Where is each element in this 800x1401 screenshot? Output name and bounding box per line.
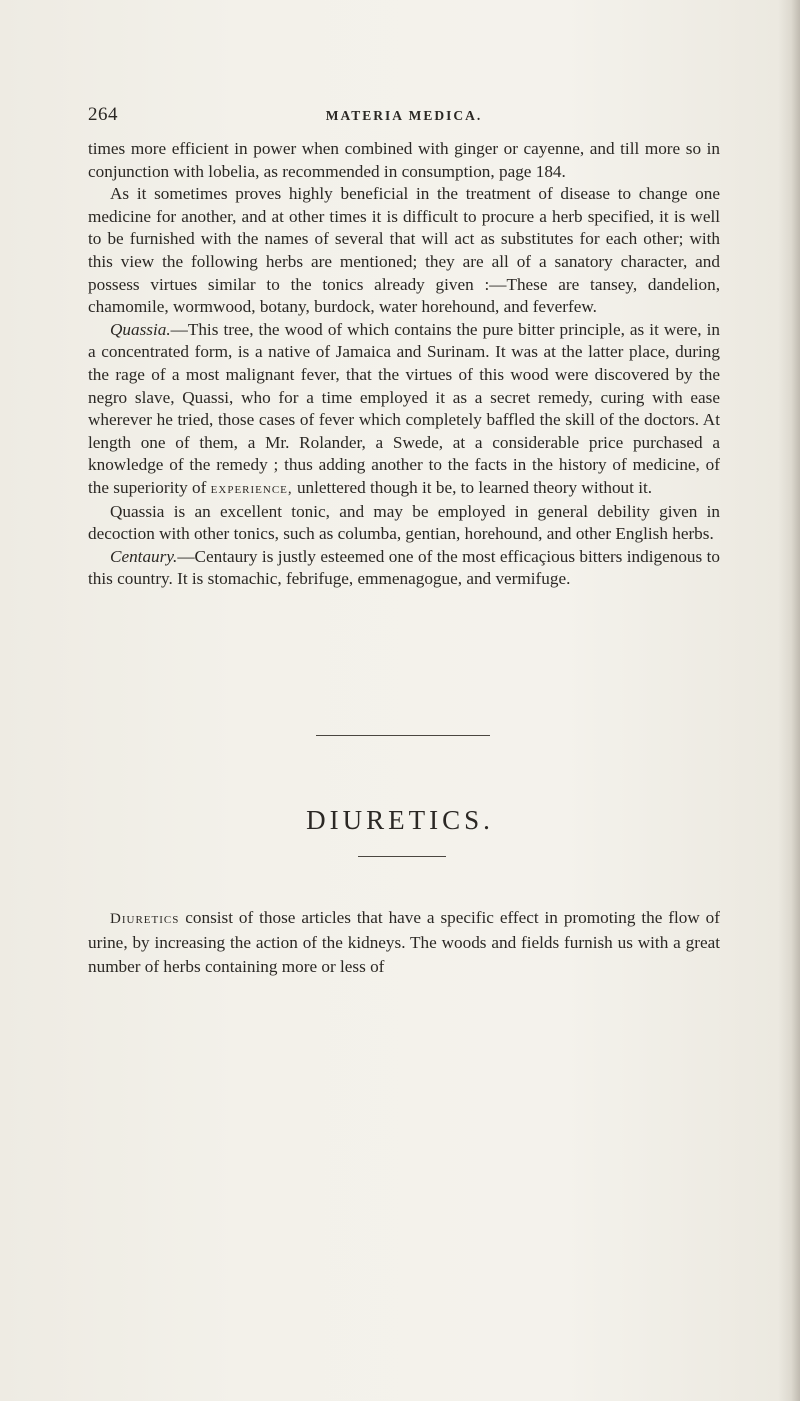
paragraph-centaury	[88, 546, 720, 591]
paragraph-substitutes: As it sometimes proves highly beneficial in the treatment of disease to change one medicine for another, and at other times it is difficult to procure a herb specified, it is well to be furnished with the names of several that will act as substitutes for each other; with this view the following herbs are mentioned; they are all of a sanatory character, and possess virtues similar to the tonics already given :—These are tansey, dandelion, chamomile, wormwood, botany, burdock, water horehound, and feverfew.	[88, 184, 720, 317]
quassia-text-a: —This tree, the wood of which contains the pure bitter principle, as it were, in a concentrated form, is a native of Jamaica and Surinam. It was at the latter place, during the rage of a most malignant fever, that the virtues of this wood were discovered by the negro slave, Quassi, who for a time employed it as a secret remedy, curing with ease wherever he tried, those cases of fever which completely baffled the skill of the doctors. At length one of them, a Mr. Rolander, a Swede, at a considerable price purchased a knowledge of the remedy ; thus adding another to the facts in the history of medicine, of the superiority of	[88, 319, 720, 497]
body-text	[88, 138, 720, 591]
diuretics-text	[88, 906, 720, 979]
section-rule-bottom	[358, 856, 446, 857]
paragraph-quassia-tonic: Quassia is an excellent tonic, and may be employed in general debility given in decoction with other tonics, such as columba, gentian, horehound, and other English herbs.	[88, 501, 720, 544]
paragraph-quassia	[88, 319, 720, 501]
page-edge-shadow	[778, 0, 800, 1401]
term-centaury: Centaury.	[110, 546, 178, 566]
section-title: DIURETICS.	[306, 805, 494, 835]
paragraph-continuation: times more efficient in power when combined with ginger or cayenne, and till more so in conjunction with lobelia, as recommended in consumption, page 184.	[88, 139, 720, 181]
quassia-text-b: unlettered though it be, to learned theory without it.	[292, 477, 653, 497]
centaury-text: —Centaury is justly esteemed one of the most efficaçious bitters indigenous to this country. It is stomachic, febrifuge, emmenagogue, and vermifuge.	[88, 546, 720, 589]
running-head: MATERIA MEDICA.	[325, 108, 483, 123]
term-quassia: Quassia.	[110, 319, 171, 339]
section-rule-top	[316, 735, 490, 736]
paragraph-diuretics	[88, 906, 720, 979]
diuretics-lead: Diuretics	[110, 911, 180, 927]
quassia-emphasis: experience,	[210, 480, 293, 497]
page-header	[88, 104, 720, 132]
diuretics-body: consist of those articles that have a specific effect in promoting the flow of urine, by increasing the action of the kidneys. The woods and fields furnish us with a great number of herbs containing more or less of	[88, 908, 720, 976]
page-number: 264	[88, 104, 118, 125]
